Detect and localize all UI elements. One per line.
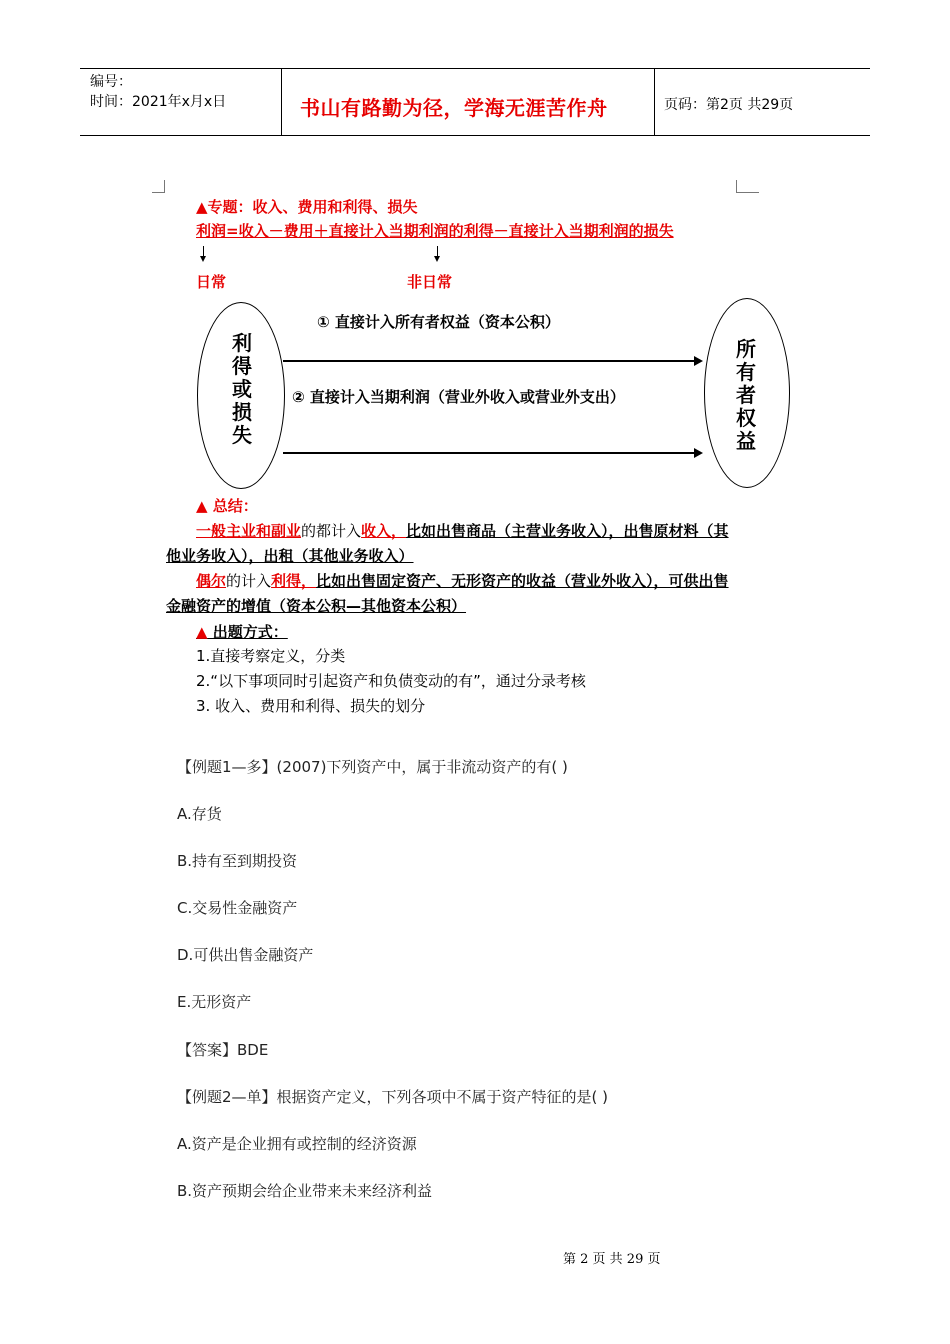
topic-formula: 利润=收入－费用＋直接计入当期利润的利得－直接计入当期利润的损失 [196, 222, 674, 240]
example-1-option-e: E.无形资产 [177, 993, 252, 1011]
corner-mark-left [152, 180, 165, 193]
header-top-border [80, 68, 870, 69]
header-divider-1 [281, 69, 282, 136]
header-bottom-border [80, 135, 870, 136]
summary-title: ▲ 总结： [196, 497, 258, 515]
arrow2-label: ② 直接计入当期利润（营业外收入或营业外支出） [292, 388, 625, 406]
exam-style-item-3: 3. 收入、费用和利得、损失的划分 [196, 697, 426, 715]
arrow2-head [694, 448, 703, 458]
header-time: 时间：2021年x月x日 [90, 94, 227, 110]
example-2-option-b: B.资产预期会给企业带来未来经济利益 [177, 1182, 433, 1200]
example-1-option-a: A.存货 [177, 805, 222, 823]
example-1-option-b: B.持有至到期投资 [177, 852, 298, 870]
topic-title: ▲专题：收入、费用和利得、损失 [196, 198, 418, 216]
summary-line-2: 他业务收入），出租（其他业务收入） [166, 547, 414, 565]
exam-style-item-1: 1.直接考察定义，分类 [196, 647, 346, 665]
example-1-title: 【例题1—多】(2007)下列资产中，属于非流动资产的有( ) [177, 758, 568, 776]
arrow1-label: ① 直接计入所有者权益（资本公积） [317, 313, 560, 331]
example-1-answer: 【答案】BDE [177, 1041, 269, 1059]
header-motto: 书山有路勤为径，学海无涯苦作舟 [300, 96, 608, 120]
down-arrow-daily-head [200, 256, 206, 262]
summary-line-4: 金融资产的增值（资本公积—其他资本公积） [166, 597, 467, 615]
exam-style-item-2: 2.“以下事项同时引起资产和负债变动的有”，通过分录考核 [196, 672, 586, 690]
label-nondaily: 非日常 [407, 273, 453, 291]
arrow2-line [283, 452, 695, 454]
arrow1-line [283, 360, 695, 362]
corner-mark-right [736, 180, 759, 193]
header-divider-2 [654, 69, 655, 136]
header-page-info: 页码：第2页 共29页 [664, 97, 794, 113]
example-1-option-c: C.交易性金融资产 [177, 899, 298, 917]
exam-style-title: ▲ 出题方式： [196, 623, 288, 641]
label-daily: 日常 [196, 273, 227, 291]
summary-line-1: 一般主业和副业的都计入收入，比如出售商品（主营业务收入），出售原材料（其 [196, 522, 729, 540]
example-2-title: 【例题2—单】根据资产定义，下列各项中不属于资产特征的是( ) [177, 1088, 609, 1106]
summary-line-3: 偶尔的计入利得，比如出售固定资产、无形资产的收益（营业外收入），可供出售 [196, 572, 729, 590]
header-number: 编号： [90, 74, 132, 90]
down-arrow-nondaily-head [434, 256, 440, 262]
arrow1-head [694, 356, 703, 366]
footer-page-number: 第 2 页 共 29 页 [563, 1252, 661, 1267]
node-gains-losses-label: 利 得 或 损 失 [232, 331, 252, 447]
example-1-option-d: D.可供出售金融资产 [177, 946, 314, 964]
example-2-option-a: A.资产是企业拥有或控制的经济资源 [177, 1135, 417, 1153]
node-owners-equity-label: 所 有 者 权 益 [736, 337, 756, 453]
